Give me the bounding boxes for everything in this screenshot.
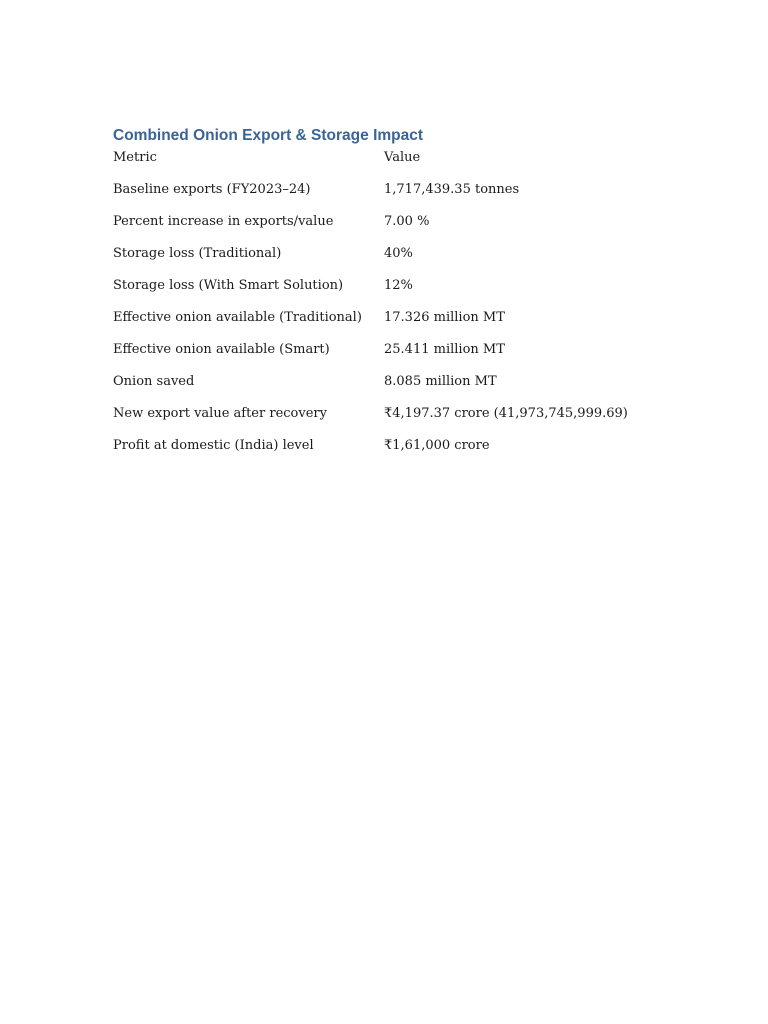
- value-cell: 1,717,439.35 tonnes: [384, 182, 520, 197]
- metric-cell: Percent increase in exports/value: [113, 214, 334, 229]
- metric-cell: Baseline exports (FY2023–24): [113, 182, 311, 197]
- value-cell: ₹4,197.37 crore (41,973,745,999.69): [384, 406, 628, 421]
- table-row: [113, 212, 673, 244]
- table-row: [113, 372, 673, 404]
- header-metric: Metric: [113, 150, 157, 165]
- table-row: [113, 308, 673, 340]
- metric-cell: Storage loss (With Smart Solution): [113, 278, 344, 293]
- document-title: Combined Onion Export & Storage Impact: [113, 127, 424, 144]
- metric-cell: Effective onion available (Smart): [113, 342, 330, 357]
- value-cell: 12%: [384, 278, 413, 293]
- document-page: [113, 124, 673, 468]
- table-row: [113, 180, 673, 212]
- table-row: [113, 404, 673, 436]
- table-row: [113, 276, 673, 308]
- metric-cell: Effective onion available (Traditional): [113, 310, 362, 325]
- table-row: [113, 340, 673, 372]
- value-cell: 8.085 million MT: [384, 374, 497, 389]
- table-row: [113, 436, 673, 468]
- impact-table: [113, 148, 673, 468]
- metric-cell: New export value after recovery: [113, 406, 327, 421]
- value-cell: 17.326 million MT: [384, 310, 505, 325]
- metric-cell: Onion saved: [113, 374, 195, 389]
- table-header-row: [113, 148, 673, 180]
- metric-cell: Profit at domestic (India) level: [113, 438, 314, 453]
- header-value: Value: [384, 150, 421, 165]
- table-row: [113, 244, 673, 276]
- value-cell: 25.411 million MT: [384, 342, 505, 357]
- value-cell: 40%: [384, 246, 413, 261]
- metric-cell: Storage loss (Traditional): [113, 246, 282, 261]
- value-cell: 7.00 %: [384, 214, 430, 229]
- value-cell: ₹1,61,000 crore: [384, 438, 490, 453]
